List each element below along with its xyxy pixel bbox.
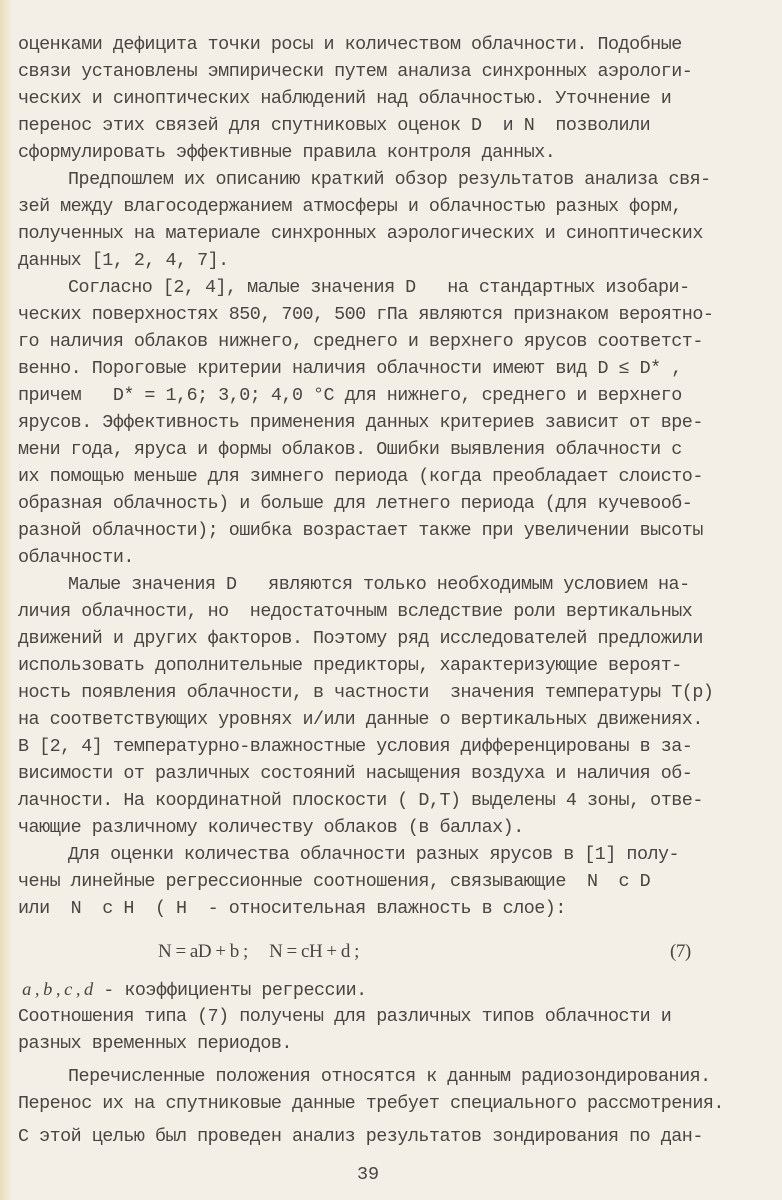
text-line: ческих и синоптических наблюдений над облачностью. Уточнение и [18, 88, 672, 109]
text-line: ярусов. Эффективность применения данных критериев зависит от вре- [18, 412, 703, 433]
text-line: чены линейные регрессионные соотношения, связывающие N с D [18, 871, 651, 892]
coefficient-symbols: a , b , c , d [18, 979, 93, 999]
text-line: Малые значения D являются только необходимым условием на- [68, 574, 690, 595]
text-line: венно. Пороговые критерии наличия облачности имеют вид D ≤ D* , [18, 358, 682, 379]
text-line: причем D* = 1,6; 3,0; 4,0 °C для нижнего, среднего и верхнего [18, 385, 682, 406]
text-line: полученных на материале синхронных аэрологических и синоптических [18, 223, 703, 244]
text-line: лачности. На координатной плоскости ( D,T) выделены 4 зоны, отве- [18, 790, 703, 811]
text-line: или N с H ( H - относительная влажность в слое): [18, 898, 566, 919]
equation-number: (7) [670, 941, 691, 962]
regression-formula: N = aD + b ; N = cH + d ; [158, 941, 359, 962]
text-line: на соответствующих уровнях и/или данные о вертикальных движениях. [18, 709, 703, 730]
text-line: личия облачности, но недостаточным вследствие роли вертикальных [18, 601, 693, 622]
text-line: разной облачности); ошибка возрастает также при увеличении высоты [18, 520, 703, 541]
text-line: Перечисленные положения относятся к данным радиозондирования. [68, 1066, 711, 1087]
text-line: висимости от различных состояний насыщения воздуха и наличия об- [18, 763, 693, 784]
text-block-bottom [18, 1003, 768, 1150]
text-line: перенос этих связей для спутниковых оценок D и N позволили [18, 115, 651, 136]
text-line: образная облачность) и больше для летнего периода (для кучевооб- [18, 493, 693, 514]
coefficient-description: - коэффициенты регрессии. [92, 980, 367, 1001]
coefficients-line [18, 976, 768, 1003]
text-line: сформулировать эффективные правила контроля данных. [18, 142, 556, 163]
text-line: Предпошлем их описанию краткий обзор результатов анализа свя- [68, 169, 711, 190]
text-line: данных [1, 2, 4, 7]. [18, 250, 229, 271]
text-line: Согласно [2, 4], малые значения D на стандартных изобари- [68, 277, 690, 298]
text-line: Соотношения типа (7) получены для различных типов облачности и [18, 1006, 672, 1027]
text-line: зей между влагосодержанием атмосферы и облачностью разных форм, [18, 196, 682, 217]
document-page [18, 31, 768, 1150]
page-number: 39 [357, 1164, 380, 1185]
text-line: В [2, 4] температурно-влажностные условия дифференцированы в за- [18, 736, 693, 757]
text-line: движений и других факторов. Поэтому ряд исследователей предложили [18, 628, 703, 649]
text-line: ческих поверхностях 850, 700, 500 гПа являются признаком вероятно- [18, 304, 714, 325]
text-line: связи установлены эмпирически путем анализа синхронных аэрологи- [18, 61, 693, 82]
text-line: Для оценки количества облачности разных ярусов в [1] полу- [68, 844, 680, 865]
text-line: их помощью меньше для зимнего периода (когда преобладает слоисто- [18, 466, 703, 487]
text-line: ность появления облачности, в частности значения температуры T(p) [18, 682, 714, 703]
text-line: использовать дополнительные предикторы, характеризующие вероят- [18, 655, 682, 676]
text-line: го наличия облаков нижнего, среднего и верхнего ярусов соответст- [18, 331, 703, 352]
text-line: оценками дефицита точки росы и количеством облачности. Подобные [18, 34, 682, 55]
text-line: разных временных периодов. [18, 1033, 292, 1054]
text-line: мени года, яруса и формы облаков. Ошибки выявления облачности с [18, 439, 682, 460]
text-line: облачности. [18, 547, 134, 568]
text-line: Перенос их на спутниковые данные требует специального рассмотрения. [18, 1093, 724, 1114]
text-line: чающие различному количеству облаков (в баллах). [18, 817, 524, 838]
text-block-top [18, 31, 768, 922]
text-line: С этой целью был проведен анализ результатов зондирования по дан- [18, 1126, 703, 1147]
book-fold-shadow [0, 0, 12, 1200]
equation-7 [18, 934, 768, 970]
